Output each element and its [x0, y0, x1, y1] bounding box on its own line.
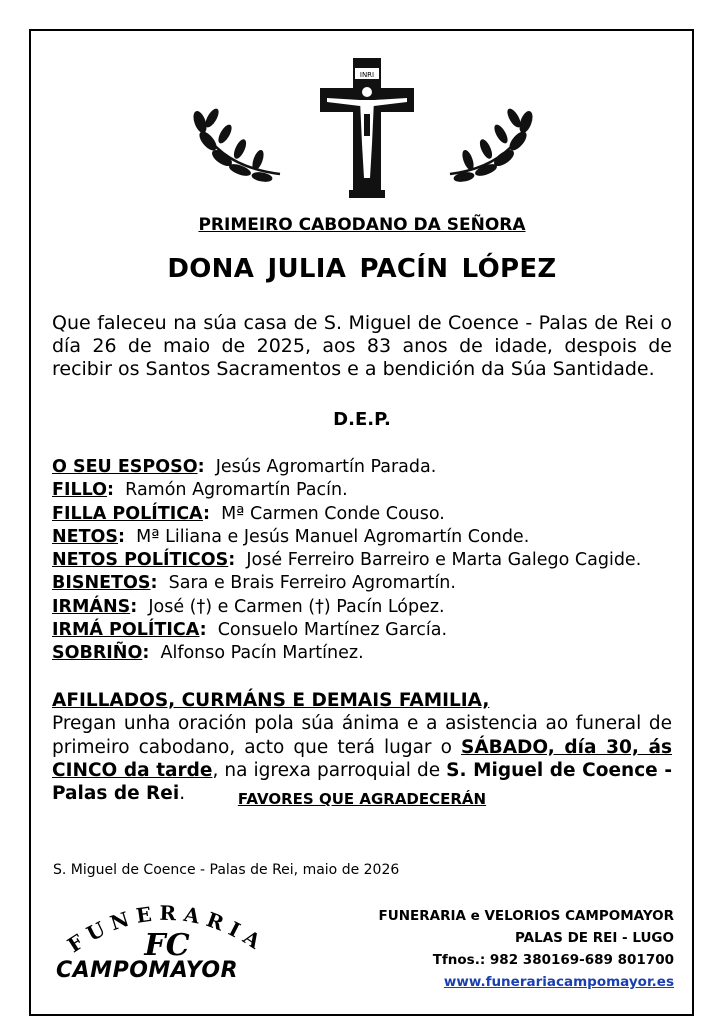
family-label: SOBRIÑO: [52, 643, 143, 664]
deceased-name: DONA JULIA PACÍN LÓPEZ: [167, 254, 557, 284]
family-names: Sara e Brais Ferreiro Agromartín.: [168, 573, 456, 594]
intro-paragraph: Que faleceu na súa casa de S. Miguel de Coence - Palas de Rei o día 26 de maio de 2025, aos 83 anos de idade, despois de recibir os Santos Sacramentos e a bendición da Súa Santidade.: [52, 312, 672, 380]
family-label: O SEU ESPOSO: [52, 457, 198, 477]
family-names: José (†) e Carmen (†) Pacín López.: [148, 596, 445, 617]
company-phones: Tfnos.: 982 380169-689 801700: [432, 952, 674, 968]
family-names: José Ferreiro Barreiro e Marta Galego Cagide.: [246, 550, 642, 571]
family-row-grandchildren-in-law: NETOS POLÍTICOS: José Ferreiro Barreiro e Marta Galego Cagide.: [52, 550, 642, 571]
family-label: IRMÁNS: [52, 596, 131, 617]
family-row-spouse: O SEU ESPOSO: Jesús Agromartín Parada.: [52, 457, 437, 477]
closing-text-1: Pregan unha oración pola súa ánima e a asistencia ao funeral de primeiro cabodano, acto que terá lugar o: [52, 713, 672, 758]
family-label: NETOS POLÍTICOS: [52, 550, 229, 571]
right-laurel-icon: [450, 107, 534, 182]
funeral-time: SÁBADO, día 30, ás CINCO da tarde: [52, 736, 672, 781]
family-row-daughter-in-law: FILLA POLÍTICA: Mª Carmen Conde Couso.: [52, 503, 445, 524]
family-list: [52, 456, 672, 666]
closing-paragraph: [52, 689, 672, 805]
family-names: Consuelo Martínez García.: [217, 620, 448, 641]
company-location: PALAS DE REI - LUGO: [515, 930, 674, 946]
family-row-siblings: IRMÁNS: José (†) e Carmen (†) Pacín López.: [52, 596, 445, 617]
logo-wordmark: CAMPOMAYOR: [56, 958, 239, 983]
family-row-grandchildren: NETOS: Mª Liliana e Jesús Manuel Agromartín Conde.: [52, 526, 530, 547]
closing-text-2: , na igrexa parroquial de: [212, 759, 447, 781]
notice-subtitle: PRIMEIRO CABODANO DA SEÑORA: [198, 215, 526, 235]
place-date: S. Miguel de Coence - Palas de Rei, maio de 2026: [53, 862, 400, 878]
logo-monogram: FC: [144, 928, 190, 963]
company-name: FUNERARIA e VELORIOS CAMPOMAYOR: [378, 908, 674, 924]
company-website-link[interactable]: www.funerariacampomayor.es: [443, 974, 674, 990]
family-label: FILLA POLÍTICA: [52, 503, 203, 524]
closing-text-3: .: [179, 783, 186, 805]
favores-text: FAVORES QUE AGRADECERÁN: [237, 790, 487, 808]
family-row-nephew: SOBRIÑO: Alfonso Pacín Martínez.: [52, 643, 364, 664]
family-row-son: FILLO: Ramón Agromartín Pacín.: [52, 480, 348, 501]
family-names: Jesús Agromartín Parada.: [215, 457, 437, 477]
family-label: IRMÁ POLÍTICA: [52, 620, 200, 641]
dep-text: D.E.P.: [333, 409, 391, 430]
family-names: Mª Carmen Conde Couso.: [221, 503, 445, 524]
crucifix-icon: [320, 58, 414, 198]
family-names: Ramón Agromartín Pacín.: [125, 480, 348, 501]
header-illustration: [0, 56, 724, 206]
family-label: BISNETOS: [52, 573, 151, 594]
family-names: Mª Liliana e Jesús Manuel Agromartín Conde.: [136, 526, 530, 547]
family-row-sister-in-law: IRMÁ POLÍTICA: Consuelo Martínez García.: [52, 620, 448, 641]
others-label: AFILLADOS, CURMÁNS E DEMAIS FAMILIA,: [52, 690, 490, 711]
left-laurel-icon: [192, 107, 280, 182]
funeral-place: S. Miguel de Coence - Palas de Rei: [52, 759, 672, 805]
family-label: NETOS: [52, 526, 119, 547]
logo-arc-text: FUNERARIA: [63, 900, 271, 958]
family-row-great-grandchildren: BISNETOS: Sara e Brais Ferreiro Agromartín.: [52, 573, 456, 594]
contact-block: [379, 905, 674, 993]
family-names: Alfonso Pacín Martínez.: [160, 643, 364, 664]
family-label: FILLO: [52, 480, 108, 501]
cross-inscription: INRI: [359, 71, 375, 79]
